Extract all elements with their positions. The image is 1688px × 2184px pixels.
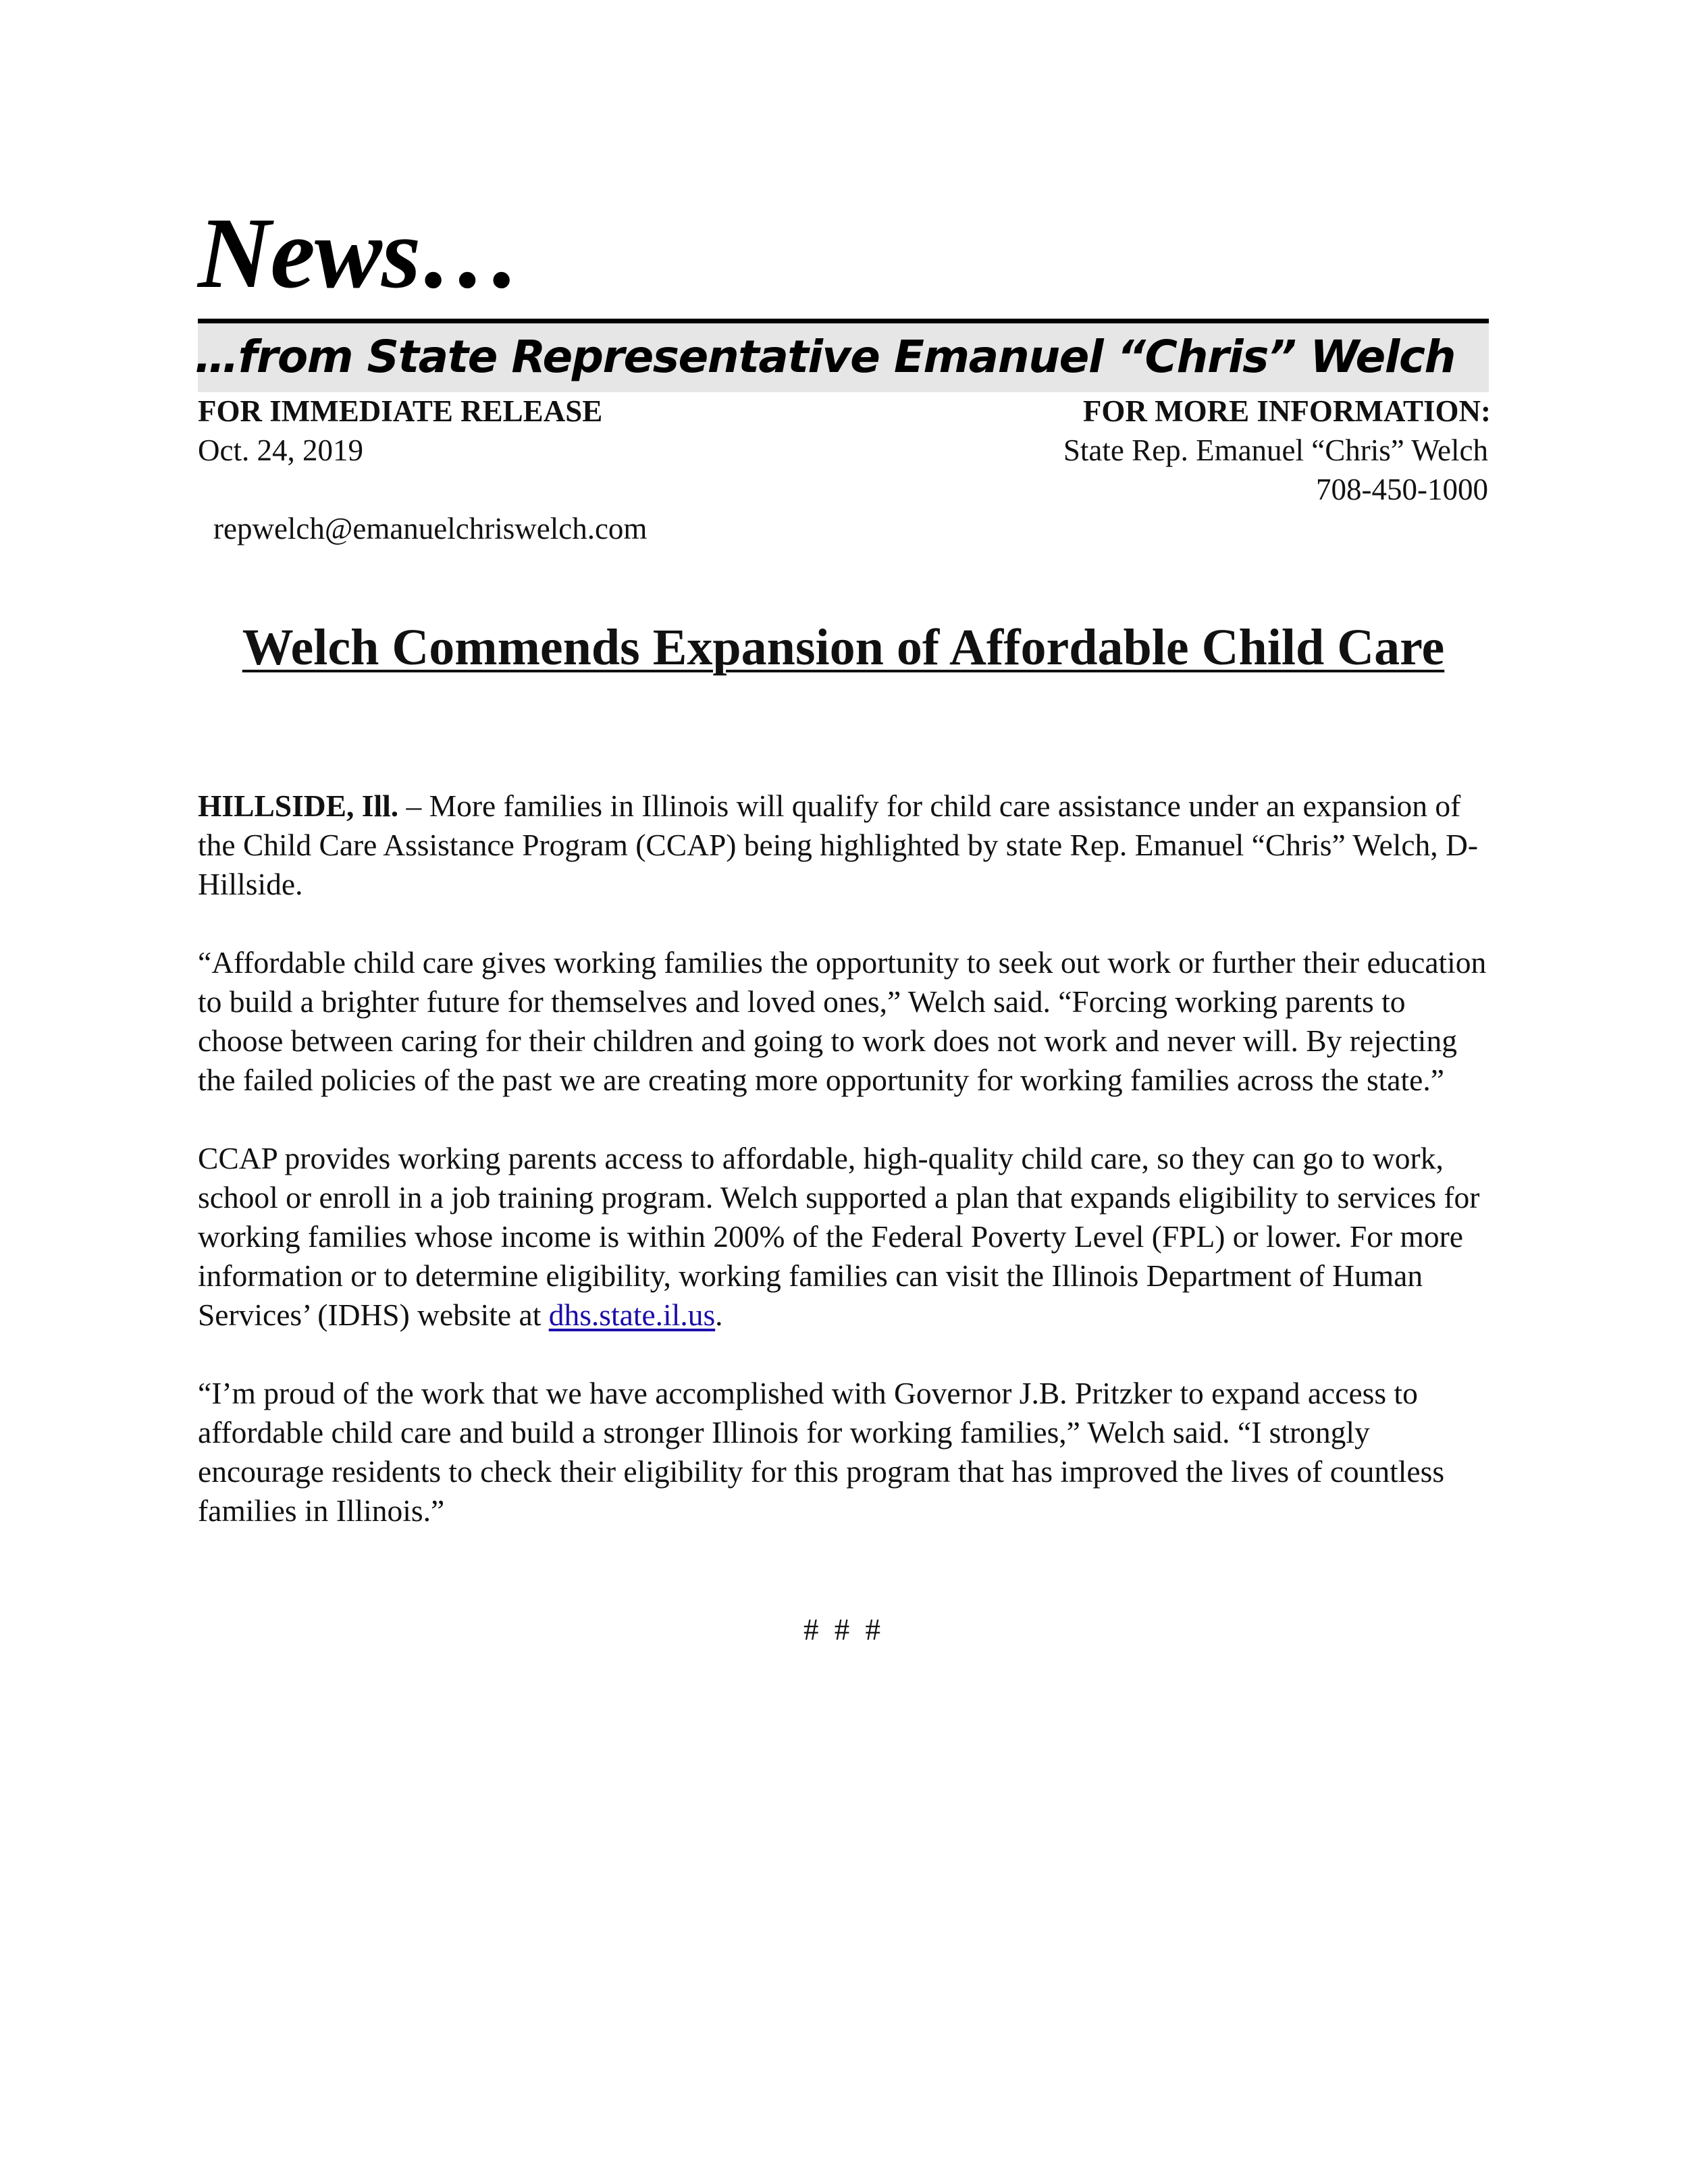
masthead-title: News… [198, 197, 521, 309]
contact-email: repwelch@emanuelchriswelch.com [213, 512, 648, 545]
paragraph-4: “I’m proud of the work that we have accomplished with Governor J.B. Pritzker to expand access to affordable child care and build a stronger Illinois for working families,” Welch said. “I strongly encourage residents to check their eligibility for this program that has improved the lives of countless families in Illinois.” [198, 1376, 1445, 1528]
contact-label: FOR MORE INFORMATION: [1082, 394, 1491, 428]
headline: Welch Commends Expansion of Affordable Child Care [242, 619, 1445, 676]
article-body [198, 787, 1487, 1570]
masthead-rule [198, 319, 1489, 323]
release-label: FOR IMMEDIATE RELEASE [198, 394, 603, 428]
masthead-banner [194, 323, 1489, 392]
release-date: Oct. 24, 2019 [198, 433, 363, 467]
paragraph-1-text: – More families in Illinois will qualify for child care assistance under an expansion of the Child Care Assistance Program (CCAP) being highlighted by state Rep. Emanuel “Chris” Welch, D-Hillside. [198, 789, 1479, 901]
end-mark: # # # [803, 1613, 885, 1647]
masthead-banner-text: …from State Representative Emanuel “Chris” Welch [194, 331, 1455, 383]
contact-phone: 708-450-1000 [1316, 473, 1488, 506]
paragraph-1 [198, 787, 1487, 904]
contact-name: State Rep. Emanuel “Chris” Welch [1063, 433, 1488, 467]
paragraph-3-text: CCAP provides working parents access to affordable, high-quality child care, so they can go to work, school or enroll in a job training program. Welch supported a plan that expands eligibility to services for working families whose income is within 200% of the Federal Poverty Level (FPL) or lower. For more information or to determine eligibility, working families can visit the Illinois Department of Human Services’ (IDHS) website at [198, 1141, 1480, 1332]
idhs-website-link[interactable]: dhs.state.il.us [548, 1298, 716, 1332]
paragraph-3 [198, 1139, 1487, 1335]
paragraph-2: “Affordable child care gives working families the opportunity to seek out work or further their education to build a brighter future for themselves and loved ones,” Welch said. “Forcing working parents to choose between caring for their children and going to work does not work and never will. By rejecting the failed policies of the past we are creating more opportunity for working families across the state.” [198, 945, 1487, 1097]
dateline: HILLSIDE, Ill. [198, 789, 399, 823]
paragraph-3-end: . [715, 1298, 723, 1332]
